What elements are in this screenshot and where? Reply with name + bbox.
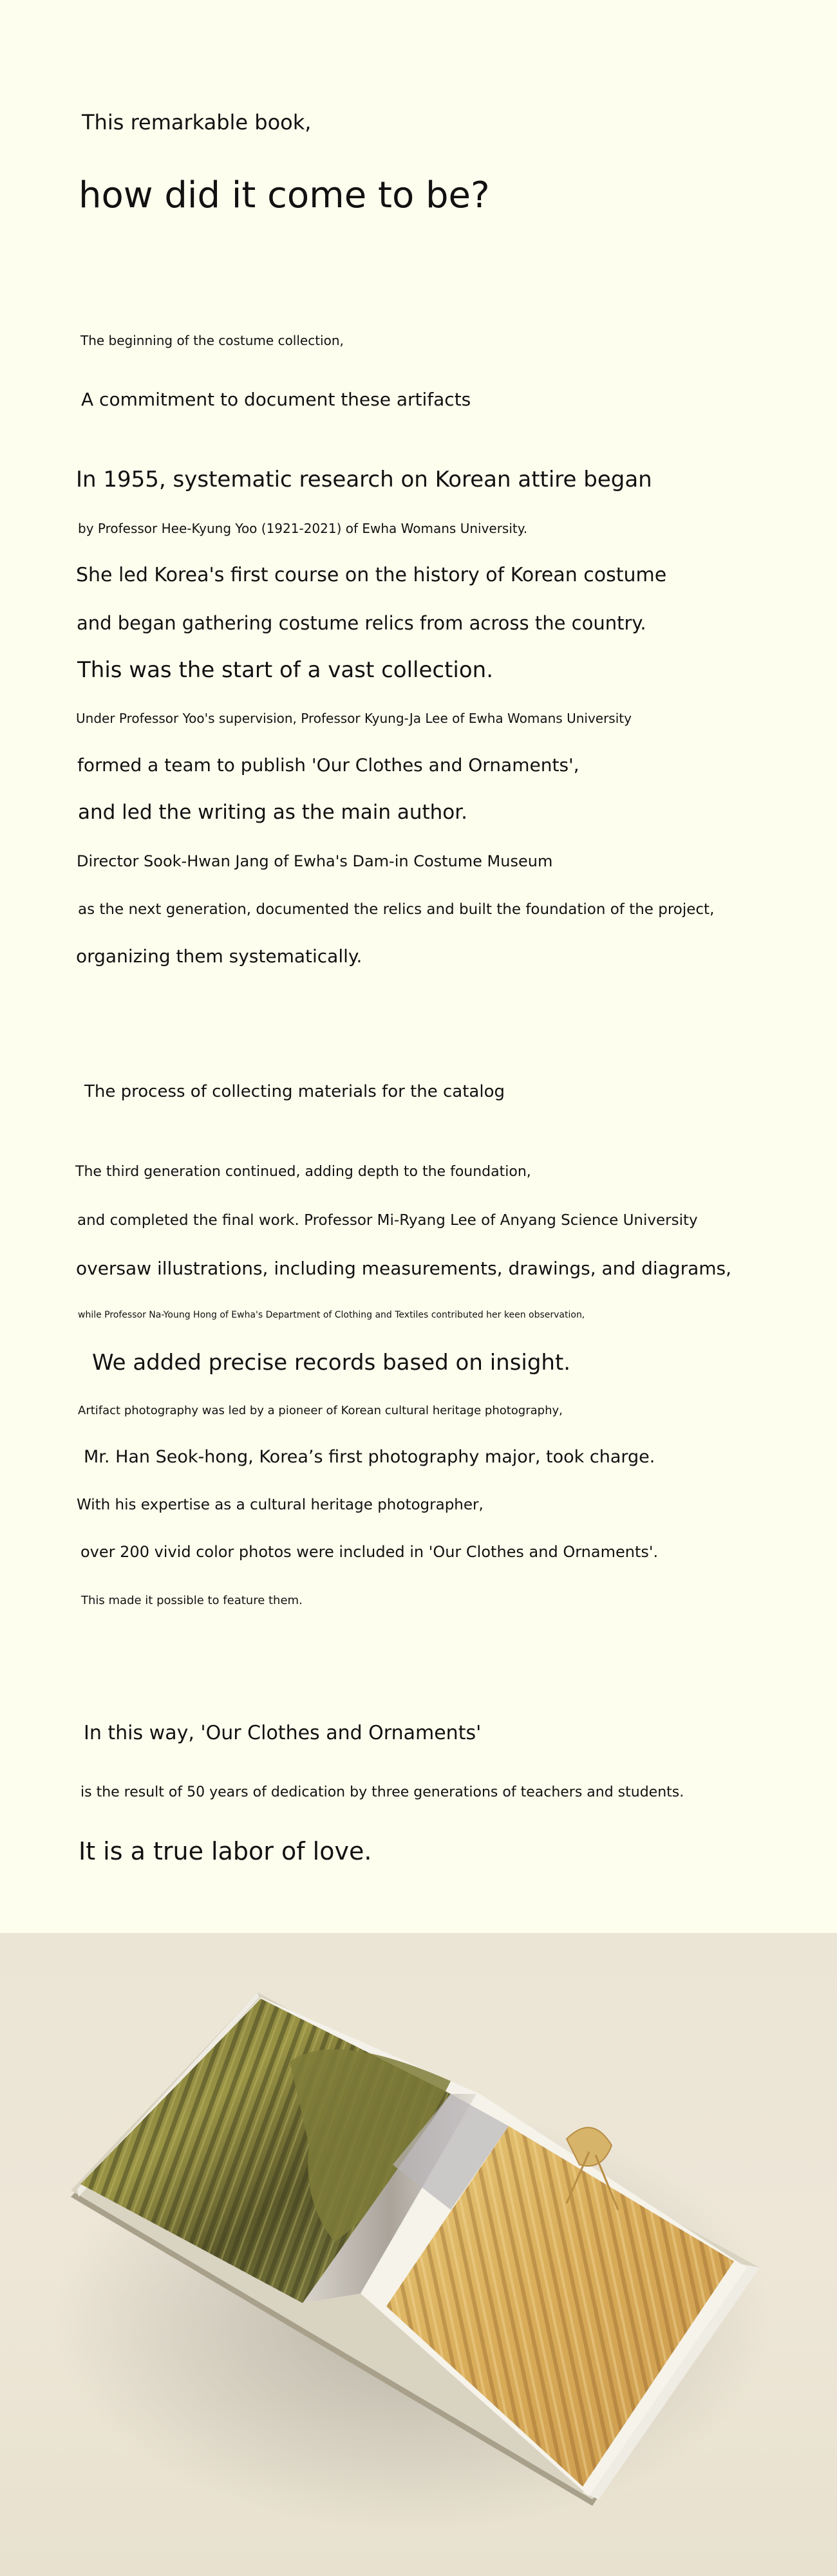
- section2-line-1: The third generation continued, adding depth to the foundation,: [75, 1164, 531, 1180]
- section1-line-4: and began gathering costume relics from across the country.: [77, 612, 646, 634]
- section1-line-5: This was the start of a vast collection.: [77, 657, 494, 683]
- section1-subheading: A commitment to document these artifacts: [81, 389, 471, 410]
- section3-closing: It is a true labor of love.: [79, 1837, 372, 1865]
- section1-line-2: by Professor Hee-Kyung Yoo (1921-2021) of Ewha Womans University.: [78, 521, 528, 536]
- section2-line-6: Artifact photography was led by a pioneer of Korean cultural heritage photography,: [78, 1404, 563, 1417]
- section1-heading: The beginning of the costume collection,: [80, 333, 344, 348]
- section2-line-4: while Professor Na-Young Hong of Ewha's Department of Clothing and Textiles contributed her keen observation,: [78, 1310, 585, 1320]
- section1-line-7: formed a team to publish 'Our Clothes and Ornaments',: [77, 754, 579, 776]
- section1-line-10: as the next generation, documented the relics and built the foundation of the project,: [78, 901, 715, 918]
- section2-line-9: over 200 vivid color photos were included in 'Our Clothes and Ornaments'.: [80, 1543, 659, 1561]
- open-book-illustration: [0, 1933, 837, 2576]
- section1-line-1: In 1955, systematic research on Korean attire began: [76, 467, 652, 492]
- intro-headline: how did it come to be?: [79, 174, 490, 216]
- section1-line-8: and led the writing as the main author.: [78, 801, 467, 824]
- section1-line-6: Under Professor Yoo's supervision, Professor Kyung-Ja Lee of Ewha Womans University: [76, 711, 632, 726]
- section1-line-3: She led Korea's first course on the history of Korean costume: [76, 564, 667, 586]
- section2-line-8: With his expertise as a cultural heritage photographer,: [77, 1497, 484, 1513]
- section2-line-7: Mr. Han Seok-hong, Korea’s first photography major, took charge.: [84, 1447, 655, 1467]
- section2-line-10: This made it possible to feature them.: [81, 1594, 303, 1607]
- book-photo: [0, 1933, 837, 2576]
- section2-heading: The process of collecting materials for the catalog: [84, 1082, 505, 1101]
- section2-line-2: and completed the final work. Professor Mi-Ryang Lee of Anyang Science University: [77, 1212, 698, 1229]
- section2-line-5: We added precise records based on insight.: [92, 1350, 571, 1376]
- section2-line-3: oversaw illustrations, including measurements, drawings, and diagrams,: [76, 1258, 732, 1279]
- section3-line-1: In this way, 'Our Clothes and Ornaments': [84, 1722, 482, 1744]
- intro-line-1: This remarkable book,: [82, 110, 312, 135]
- section1-line-11: organizing them systematically.: [76, 946, 362, 967]
- section3-line-2: is the result of 50 years of dedication by three generations of teachers and students.: [80, 1784, 684, 1800]
- section1-line-9: Director Sook-Hwan Jang of Ewha's Dam-in Costume Museum: [77, 852, 553, 870]
